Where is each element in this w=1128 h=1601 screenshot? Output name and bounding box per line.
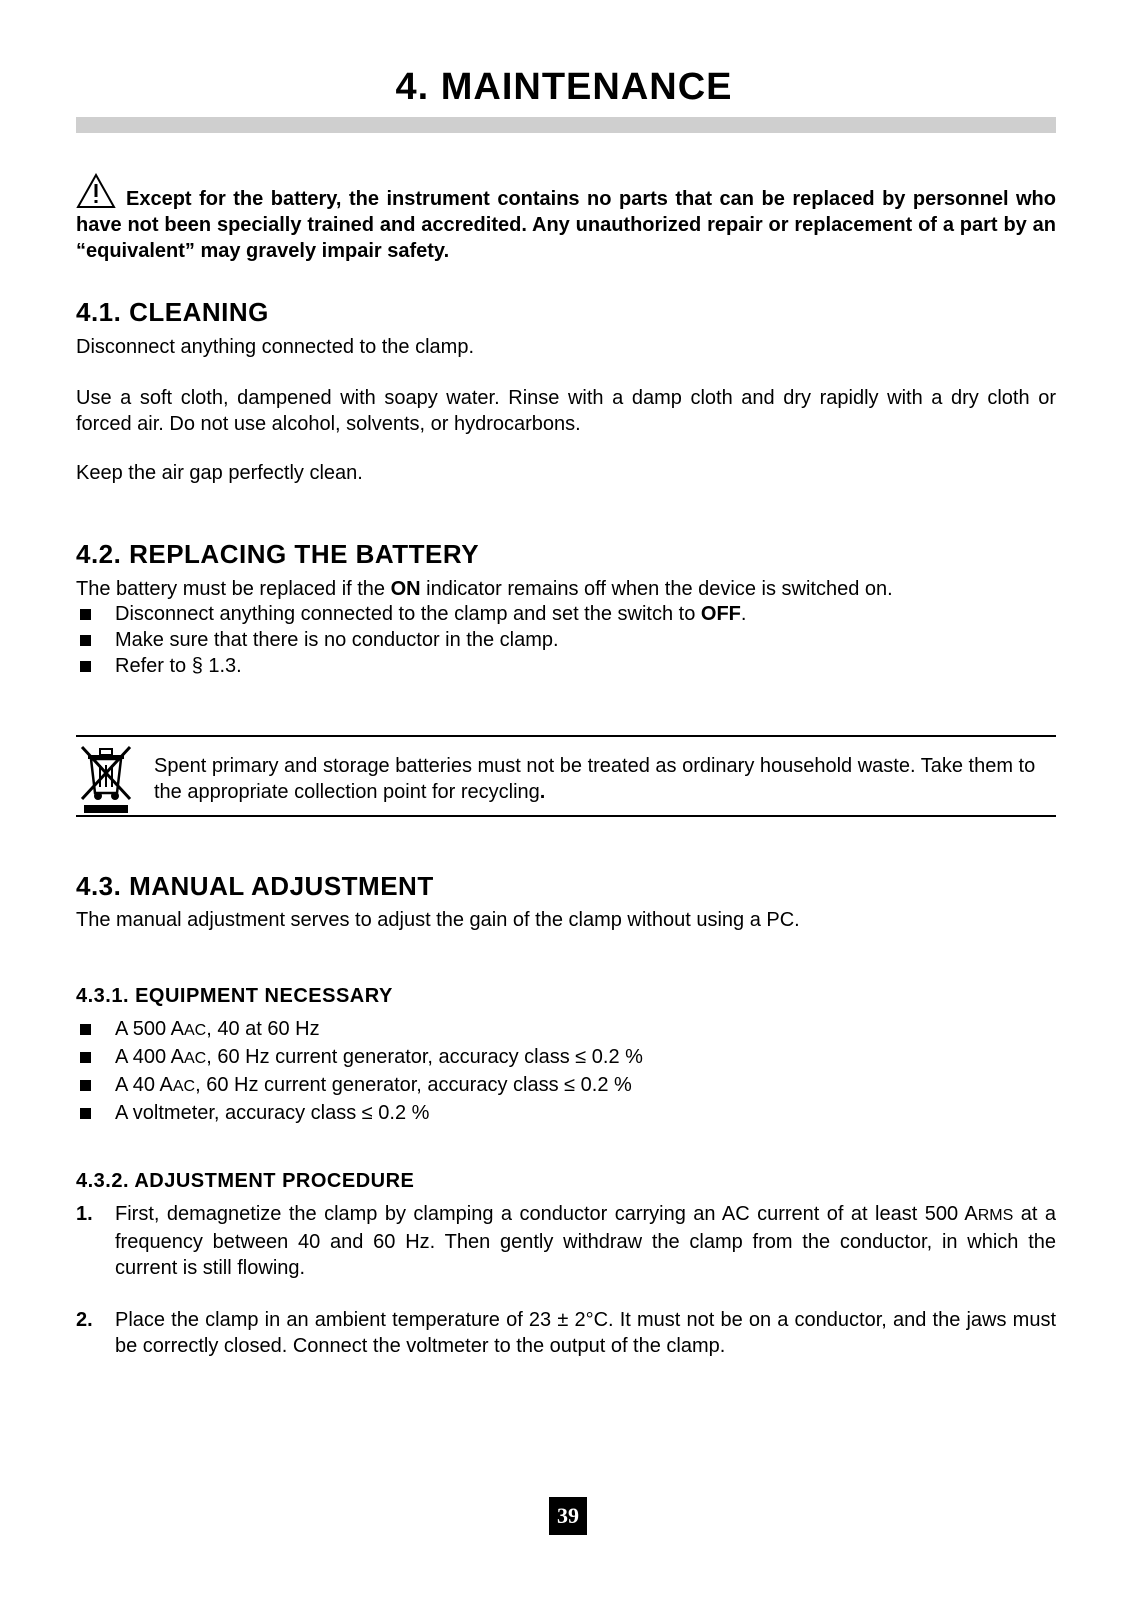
list-item: A 40 AAC, 60 Hz current generator, accuracy class ≤ 0.2 %	[76, 1072, 1056, 1100]
battery-intro: The battery must be replaced if the ON indicator remains off when the device is switched on.	[76, 578, 893, 600]
cleaning-paragraph-2: Use a soft cloth, dampened with soapy water. Rinse with a damp cloth and dry rapidly with a dry cloth or forced air. Do not use alcohol, solvents, or hydrocarbons.	[76, 387, 1056, 435]
page-number: 39	[549, 1497, 587, 1535]
battery-steps-list	[76, 601, 1056, 679]
list-item: Disconnect anything connected to the clamp and set the switch to OFF.	[76, 601, 1056, 627]
list-item: A 500 AAC, 40 at 60 Hz	[76, 1016, 1056, 1044]
page-title: 4. MAINTENANCE	[395, 66, 733, 108]
subsection-heading-procedure: 4.3.2. ADJUSTMENT PROCEDURE	[76, 1170, 415, 1192]
list-item: Make sure that there is no conductor in the clamp.	[76, 627, 1056, 653]
crossed-out-bin-icon	[78, 741, 134, 813]
procedure-steps-list	[76, 1201, 1056, 1387]
bullet-square-icon	[80, 1024, 91, 1035]
bullet-square-icon	[80, 609, 91, 620]
list-item: A voltmeter, accuracy class ≤ 0.2 %	[76, 1100, 1056, 1128]
section-heading-cleaning: 4.1. CLEANING	[76, 297, 269, 327]
section-heading-manual-adjustment: 4.3. MANUAL ADJUSTMENT	[76, 871, 434, 901]
procedure-step: 1. First, demagnetize the clamp by clamping a conductor carrying an AC current of at least 500 ARMS at a frequency between 40 and 60 Hz. Then gently withdraw the clamp from the conductor, in which the current is still flowing.	[76, 1203, 1056, 1279]
step-number: 2.	[76, 1309, 93, 1331]
warning-text: Except for the battery, the instrument contains no parts that can be replaced by personnel who have not been specially trained and accredited. Any unauthorized repair or replacement of a part by an “equivalent” may gravely impair safety.	[76, 188, 1056, 262]
equipment-list	[76, 1016, 1056, 1128]
bullet-square-icon	[80, 1080, 91, 1091]
recycling-text: Spent primary and storage batteries must not be treated as ordinary household waste. Take them to the appropriate collection point for recycling.	[154, 755, 1036, 803]
cleaning-paragraph-3: Keep the air gap perfectly clean.	[76, 462, 363, 484]
safety-warning	[76, 173, 1056, 264]
bullet-square-icon	[80, 1108, 91, 1119]
bullet-square-icon	[80, 635, 91, 646]
adjustment-intro: The manual adjustment serves to adjust the gain of the clamp without using a PC.	[76, 909, 800, 931]
procedure-step: 2. Place the clamp in an ambient temperature of 23 ± 2°C. It must not be on a conductor, and the jaws must be correctly closed. Connect the voltmeter to the output of the clamp.	[76, 1309, 1056, 1357]
title-underline-bar	[76, 117, 1056, 133]
section-heading-battery: 4.2. REPLACING THE BATTERY	[76, 539, 480, 569]
subsection-heading-equipment: 4.3.1. EQUIPMENT NECESSARY	[76, 985, 393, 1007]
bullet-square-icon	[80, 1052, 91, 1063]
warning-triangle-icon	[76, 173, 116, 209]
list-item: Refer to § 1.3.	[76, 653, 1056, 679]
step-number: 1.	[76, 1203, 93, 1225]
recycling-notice	[76, 735, 1056, 817]
cleaning-paragraph-1: Disconnect anything connected to the clamp.	[76, 336, 475, 358]
bullet-square-icon	[80, 661, 91, 672]
list-item: A 400 AAC, 60 Hz current generator, accuracy class ≤ 0.2 %	[76, 1044, 1056, 1072]
